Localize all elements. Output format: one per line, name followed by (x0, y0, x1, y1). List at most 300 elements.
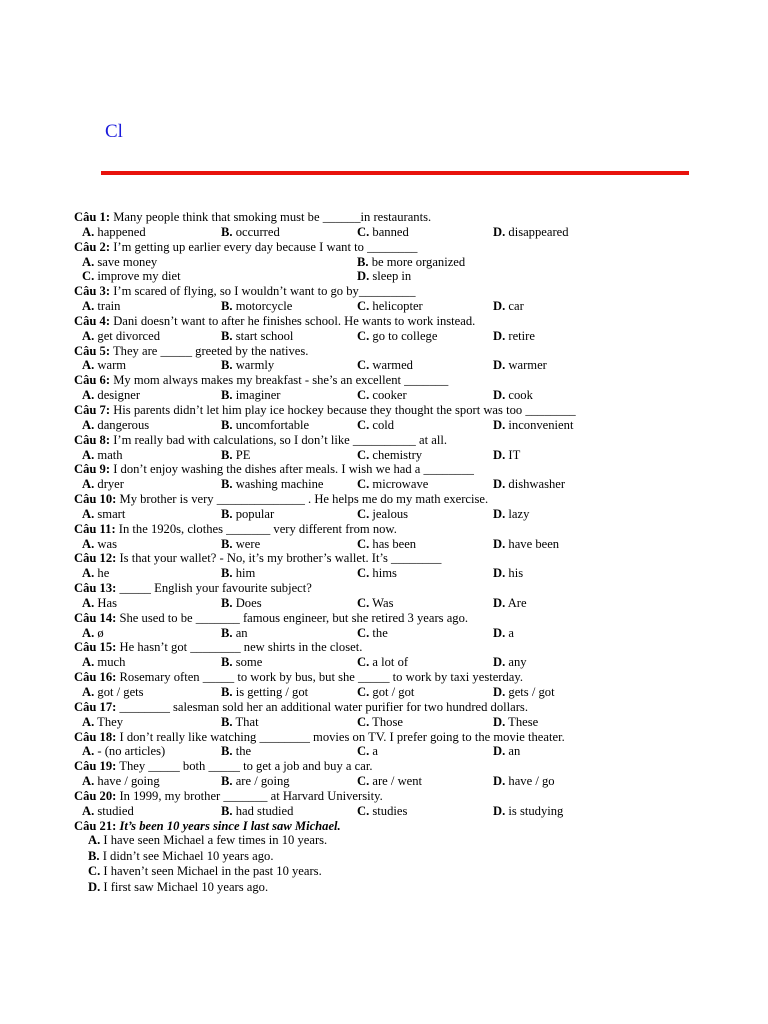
option-letter: B. (221, 625, 233, 640)
answer-option[interactable] (357, 448, 422, 463)
question-text (74, 789, 383, 804)
question-label: Câu 21: (74, 818, 117, 833)
option-text: occurred (232, 224, 280, 239)
option-text: the (369, 625, 388, 640)
option-letter: C. (357, 358, 370, 373)
question-label: Câu 16: (74, 670, 117, 685)
options-row (74, 477, 694, 492)
answer-option[interactable] (357, 418, 394, 433)
question-stem (74, 730, 694, 745)
options-row (74, 655, 694, 670)
answer-option[interactable] (221, 685, 308, 700)
question-text (74, 730, 565, 745)
option-text: Was (369, 595, 394, 610)
option-letter: A. (82, 417, 95, 432)
answer-option[interactable] (357, 358, 413, 373)
answer-option[interactable] (493, 299, 524, 314)
option-letter: C. (357, 625, 370, 640)
option-letter: A. (82, 536, 95, 551)
option-text: some (232, 655, 263, 670)
options-row (74, 537, 694, 552)
option-text: retire (505, 328, 535, 343)
question-stem (74, 284, 694, 299)
option-letter: C. (357, 299, 370, 314)
answer-option[interactable] (357, 269, 411, 284)
question-text (74, 403, 576, 418)
option-letter: A. (82, 566, 95, 581)
answer-option[interactable] (82, 774, 160, 789)
option-text: That (232, 714, 259, 729)
option-text: jealous (369, 506, 409, 521)
option-letter: A. (82, 447, 95, 462)
answer-option[interactable] (493, 358, 547, 373)
question-stem (74, 492, 694, 507)
option-text: get divorced (94, 328, 160, 343)
answer-option[interactable] (221, 774, 290, 789)
question-stem-text: Many people think that smoking must be ______in restaurants. (110, 210, 432, 224)
option-letter: C. (357, 388, 370, 403)
option-text: IT (505, 447, 521, 462)
answer-option[interactable] (221, 358, 274, 373)
answer-option[interactable] (221, 299, 292, 314)
answer-option[interactable] (82, 255, 157, 270)
option-text: warmer (505, 358, 547, 373)
option-letter: D. (493, 477, 506, 492)
option-letter: B. (88, 848, 100, 863)
options-row (74, 418, 694, 433)
option-letter: D. (493, 625, 506, 640)
option-letter: A. (82, 299, 95, 314)
answer-option[interactable] (82, 388, 140, 403)
option-letter: D. (493, 566, 506, 581)
option-text: motorcycle (232, 299, 293, 314)
answer-option[interactable] (493, 626, 514, 641)
question-label: Câu 15: (74, 640, 117, 655)
answer-option[interactable] (357, 329, 437, 344)
question-stem-text: My brother is very ______________ . He helps me do my math exercise. (116, 492, 489, 507)
answer-option[interactable] (88, 849, 274, 864)
question-text (74, 433, 447, 448)
option-letter: A. (82, 224, 95, 239)
answer-option[interactable] (493, 507, 529, 522)
question-stem (74, 462, 694, 477)
header-mark: Cl (105, 121, 123, 142)
question-stem-text: I don’t really like watching ________ movies on TV. I prefer going to the movie theater. (116, 729, 565, 744)
question-label: Câu 3: (74, 284, 111, 299)
question-text (74, 284, 416, 299)
option-letter: C. (82, 269, 95, 284)
answer-option[interactable] (357, 774, 422, 789)
answer-option[interactable] (221, 537, 260, 552)
answer-option[interactable] (82, 225, 146, 240)
answer-option[interactable] (82, 566, 109, 581)
question-label: Câu 4: (74, 313, 111, 328)
answer-option[interactable] (221, 804, 293, 819)
option-letter: D. (493, 447, 506, 462)
option-text: cook (505, 388, 533, 403)
answer-option[interactable] (357, 685, 414, 700)
answer-option[interactable] (221, 744, 251, 759)
question-stem (74, 373, 694, 388)
option-letter: C. (357, 595, 370, 610)
option-letter: C. (357, 536, 370, 551)
option-letter: B. (221, 388, 233, 403)
question-text (74, 611, 468, 626)
question-label: Câu 10: (74, 492, 117, 507)
option-text: warmly (232, 358, 275, 373)
question-stem-text: It’s been 10 years since I last saw Michael. (116, 818, 341, 833)
answer-option[interactable] (221, 655, 262, 670)
answer-option[interactable] (357, 655, 408, 670)
option-text: microwave (369, 477, 429, 492)
option-letter: D. (493, 358, 506, 373)
answer-option[interactable] (357, 596, 394, 611)
option-text: PE (232, 447, 251, 462)
option-letter: C. (357, 774, 370, 789)
option-text: are / going (232, 774, 290, 789)
answer-option[interactable] (221, 626, 248, 641)
option-text: gets / got (505, 685, 555, 699)
answer-option[interactable] (357, 225, 409, 240)
option-letter: A. (82, 477, 95, 492)
options-row (74, 864, 694, 880)
option-text: dishwasher (505, 477, 566, 492)
option-text: have been (505, 536, 560, 551)
question-text (74, 314, 475, 329)
question-stem-text: I’m getting up earlier every day because I want to ________ (110, 239, 418, 254)
option-text: he (94, 566, 110, 581)
option-letter: D. (493, 328, 506, 343)
option-letter: A. (82, 254, 95, 269)
options-row (74, 388, 694, 403)
question-text (74, 522, 397, 537)
option-letter: C. (357, 714, 370, 729)
question-stem (74, 759, 694, 774)
answer-option[interactable] (493, 744, 520, 759)
option-letter: B. (221, 358, 233, 373)
answer-option[interactable] (493, 418, 573, 433)
question-text (74, 240, 417, 255)
question-label: Câu 8: (74, 432, 111, 447)
answer-option[interactable] (357, 477, 428, 492)
option-text: dangerous (94, 417, 150, 432)
question-stem-text: _____ English your favourite subject? (116, 581, 312, 596)
option-text: has been (369, 536, 417, 551)
option-letter: A. (82, 774, 95, 789)
answer-option[interactable] (82, 626, 104, 641)
option-letter: D. (493, 224, 506, 239)
answer-option[interactable] (82, 537, 117, 552)
question-stem-text: I’m scared of flying, so I wouldn’t want to go by_________ (110, 284, 416, 299)
answer-option[interactable] (82, 715, 123, 730)
answer-option[interactable] (493, 448, 520, 463)
answer-option[interactable] (82, 507, 125, 522)
answer-option[interactable] (221, 388, 280, 403)
question-stem-text: I’m really bad with calculations, so I don’t like __________ at all. (110, 432, 447, 447)
option-text: the (232, 744, 252, 759)
answer-option[interactable] (221, 477, 324, 492)
answer-option[interactable] (493, 225, 569, 240)
answer-option[interactable] (82, 269, 181, 284)
option-text: hims (369, 566, 397, 581)
answer-option[interactable] (493, 566, 523, 581)
option-letter: D. (493, 774, 506, 789)
options-row (74, 833, 694, 849)
question-label: Câu 17: (74, 699, 117, 714)
option-letter: B. (221, 595, 233, 610)
question-text (74, 551, 441, 566)
option-text: be more organized (368, 254, 466, 269)
answer-option[interactable] (493, 804, 563, 819)
question-stem-text: In the 1920s, clothes _______ very different from now. (115, 521, 397, 536)
answer-option[interactable] (357, 537, 416, 552)
question-text (74, 373, 448, 388)
option-text: inconvenient (505, 417, 574, 432)
answer-option[interactable] (357, 255, 465, 270)
answer-option[interactable] (493, 774, 555, 789)
answer-option[interactable] (357, 388, 407, 403)
option-text: an (232, 625, 248, 640)
question-label: Câu 5: (74, 343, 111, 358)
option-text: I have seen Michael a few times in 10 years. (100, 833, 328, 848)
answer-option[interactable] (221, 418, 309, 433)
option-text: studies (369, 803, 408, 818)
answer-option[interactable] (88, 833, 327, 848)
option-letter: A. (82, 328, 95, 343)
option-letter: B. (221, 685, 233, 699)
option-text: got / got (369, 685, 415, 699)
option-letter: B. (221, 566, 233, 581)
options-row (74, 269, 694, 284)
option-letter: B. (221, 655, 233, 670)
option-text: cold (369, 417, 395, 432)
option-text: sleep in (369, 269, 412, 284)
option-letter: A. (82, 506, 95, 521)
option-letter: A. (88, 833, 101, 848)
option-text: happened (94, 224, 146, 239)
answer-option[interactable] (357, 299, 423, 314)
option-text: lazy (505, 506, 530, 521)
question-stem-text: ________ salesman sold her an additional water purifier for two hundred dollars. (116, 699, 528, 714)
question-label: Câu 11: (74, 521, 116, 536)
options-row (74, 596, 694, 611)
answer-option[interactable] (493, 477, 565, 492)
answer-option[interactable] (357, 804, 407, 819)
option-text: smart (94, 506, 126, 521)
option-letter: A. (82, 655, 95, 670)
answer-option[interactable] (82, 685, 144, 700)
answer-option[interactable] (357, 626, 388, 641)
option-text: was (94, 536, 117, 551)
option-text: his (505, 566, 524, 581)
answer-option[interactable] (221, 596, 262, 611)
answer-option[interactable] (221, 715, 259, 730)
option-text: save money (94, 254, 158, 269)
question-stem (74, 700, 694, 715)
option-letter: C. (357, 417, 370, 432)
question-label: Câu 9: (74, 462, 111, 477)
option-text: car (505, 299, 524, 314)
question-text (74, 819, 341, 834)
answer-option[interactable] (357, 566, 397, 581)
option-letter: A. (82, 685, 95, 699)
options-row (74, 685, 694, 700)
question-stem-text: His parents didn’t let him play ice hockey because they thought the sport was too ________ (110, 402, 576, 417)
option-text: improve my diet (94, 269, 181, 284)
question-label: Câu 6: (74, 373, 111, 388)
option-letter: A. (82, 358, 95, 373)
option-text: have / go (505, 774, 555, 789)
question-text (74, 462, 474, 477)
option-letter: C. (357, 803, 370, 818)
option-text: ø (94, 625, 104, 640)
option-text: disappeared (505, 224, 569, 239)
answer-option[interactable] (221, 507, 274, 522)
option-text: a (369, 744, 378, 759)
header-divider (101, 171, 689, 175)
question-stem (74, 240, 694, 255)
answer-option[interactable] (88, 864, 322, 879)
question-text (74, 344, 308, 359)
options-row (74, 358, 694, 373)
question-label: Câu 19: (74, 759, 117, 774)
option-letter: A. (82, 803, 95, 818)
option-letter: C. (357, 655, 370, 670)
option-letter: C. (357, 447, 370, 462)
option-text: train (94, 299, 121, 314)
answer-option[interactable] (493, 596, 527, 611)
options-row (74, 255, 694, 270)
options-row (74, 744, 694, 759)
option-text: helicopter (369, 299, 423, 314)
answer-option[interactable] (221, 566, 255, 581)
answer-option[interactable] (82, 329, 160, 344)
answer-option[interactable] (82, 418, 149, 433)
options-row (74, 329, 694, 344)
answer-option[interactable] (221, 448, 250, 463)
answer-option[interactable] (82, 299, 120, 314)
answer-option[interactable] (221, 329, 293, 344)
options-row (74, 225, 694, 240)
answer-option[interactable] (357, 507, 408, 522)
option-text: I haven’t seen Michael in the past 10 years. (100, 864, 322, 879)
options-row (74, 774, 694, 789)
option-letter: C. (357, 224, 370, 239)
answer-option[interactable] (82, 596, 117, 611)
option-text: - (no articles) (94, 744, 166, 759)
option-text: These (505, 714, 539, 729)
option-text: popular (232, 506, 275, 521)
question-stem (74, 611, 694, 626)
question-text (74, 700, 528, 715)
options-row (74, 849, 694, 865)
question-text (74, 670, 523, 685)
options-row (74, 626, 694, 641)
option-letter: C. (357, 328, 370, 343)
option-text: washing machine (232, 477, 324, 492)
option-text: uncomfortable (232, 417, 310, 432)
answer-option[interactable] (88, 880, 268, 895)
option-text: Those (369, 714, 403, 729)
answer-option[interactable] (82, 655, 125, 670)
option-text: Has (94, 595, 117, 610)
option-text: dryer (94, 477, 124, 492)
answer-option[interactable] (82, 744, 165, 759)
option-letter: B. (221, 477, 233, 492)
option-letter: D. (493, 714, 506, 729)
option-text: are / went (369, 774, 423, 789)
option-letter: B. (221, 536, 233, 551)
option-letter: D. (493, 803, 506, 818)
question-list (74, 210, 694, 895)
options-row (74, 804, 694, 819)
question-label: Câu 7: (74, 402, 111, 417)
question-text (74, 581, 312, 596)
option-letter: D. (493, 536, 506, 551)
option-text: Does (232, 595, 262, 610)
option-text: a (505, 625, 514, 640)
option-letter: B. (221, 417, 233, 432)
question-text (74, 492, 488, 507)
answer-option[interactable] (493, 715, 538, 730)
options-row (74, 880, 694, 896)
answer-option[interactable] (493, 537, 559, 552)
question-stem (74, 344, 694, 359)
question-stem-text: She used to be _______ famous engineer, but she retired 3 years ago. (116, 610, 469, 625)
option-text: chemistry (369, 447, 423, 462)
question-text (74, 640, 362, 655)
answer-option[interactable] (82, 804, 134, 819)
answer-option[interactable] (82, 477, 124, 492)
answer-option[interactable] (357, 744, 378, 759)
question-stem-text: They are _____ greeted by the natives. (110, 343, 309, 358)
answer-option[interactable] (493, 329, 535, 344)
option-text: warm (94, 358, 127, 373)
option-letter: D. (493, 506, 506, 521)
question-text (74, 210, 431, 225)
option-letter: D. (493, 417, 506, 432)
question-stem (74, 640, 694, 655)
question-label: Câu 12: (74, 551, 117, 566)
question-stem-text: They _____ both _____ to get a job and buy a car. (116, 759, 373, 774)
option-letter: B. (221, 506, 233, 521)
option-letter: B. (221, 803, 233, 818)
option-letter: B. (221, 744, 233, 759)
question-label: Câu 14: (74, 610, 117, 625)
question-stem (74, 551, 694, 566)
answer-option[interactable] (221, 225, 280, 240)
options-row (74, 299, 694, 314)
answer-option[interactable] (493, 685, 555, 700)
answer-option[interactable] (357, 715, 403, 730)
question-stem-text: Dani doesn’t want to after he finishes school. He wants to work instead. (110, 313, 476, 328)
question-stem-text: He hasn’t got ________ new shirts in the closet. (116, 640, 363, 655)
option-text: a lot of (369, 655, 409, 670)
option-text: designer (94, 388, 141, 403)
question-label: Câu 13: (74, 581, 117, 596)
question-stem-text: Rosemary often _____ to work by bus, but she _____ to work by taxi yesterday. (116, 670, 524, 685)
option-letter: B. (221, 328, 233, 343)
answer-option[interactable] (493, 655, 527, 670)
question-stem (74, 819, 694, 834)
answer-option[interactable] (82, 448, 123, 463)
answer-option[interactable] (493, 388, 533, 403)
option-letter: A. (82, 388, 95, 403)
answer-option[interactable] (82, 358, 126, 373)
question-stem (74, 789, 694, 804)
option-text: start school (232, 328, 294, 343)
question-stem (74, 433, 694, 448)
